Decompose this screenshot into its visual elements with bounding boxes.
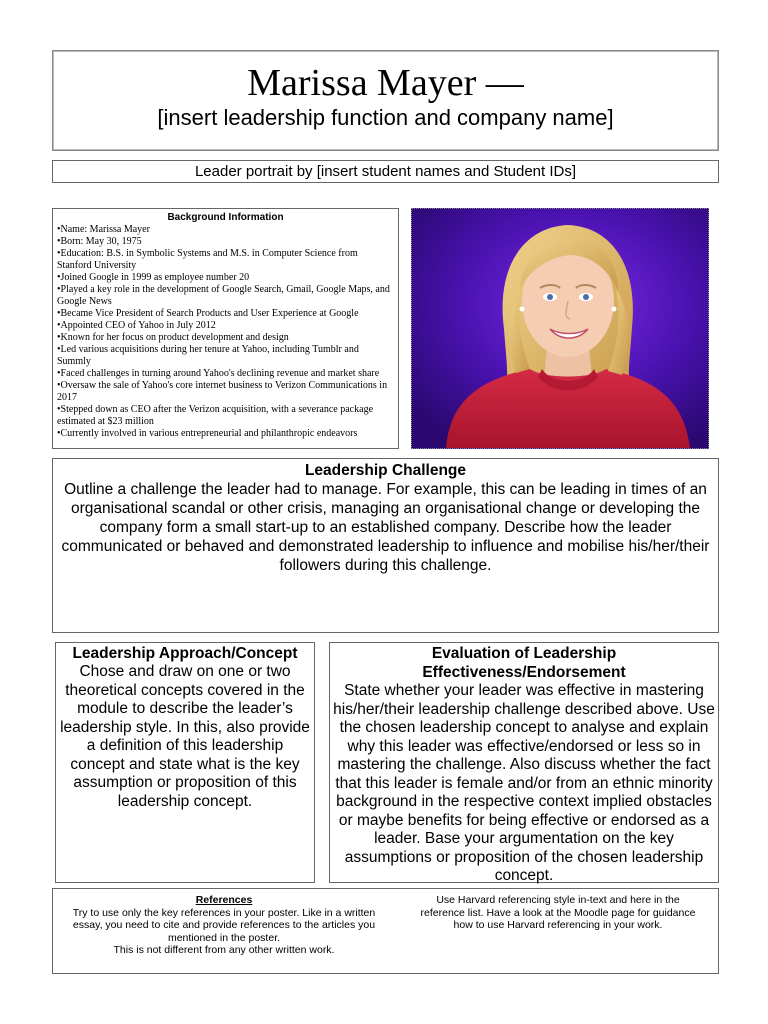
references-left-note: This is not different from any other written work.	[113, 944, 335, 956]
background-info-item: • Led various acquisitions during her tenure at Yahoo, including Tumblr and Summly	[57, 344, 394, 368]
background-info-item: • Appointed CEO of Yahoo in July 2012	[57, 320, 394, 332]
background-info-item: • Became Vice President of Search Products and User Experience at Google	[57, 308, 394, 320]
background-info-item: • Joined Google in 1999 as employee number 20	[57, 272, 394, 284]
leadership-challenge-box	[52, 458, 719, 633]
references-title: References	[195, 894, 253, 906]
leadership-approach-box	[55, 642, 315, 883]
background-info-item: • Currently involved in various entrepreneurial and philanthropic endeavors	[57, 428, 394, 440]
background-info-item: • Education: B.S. in Symbolic Systems and M.S. in Computer Science from Stanford University	[57, 248, 394, 272]
leadership-challenge-title: Leadership Challenge	[304, 462, 467, 479]
page-title: Marissa Mayer —	[247, 62, 524, 104]
background-info-item: • Oversaw the sale of Yahoo's core internet business to Verizon Communications in 2017	[57, 380, 394, 404]
title-box	[52, 50, 719, 151]
portrait-illustration	[412, 209, 708, 448]
references-left-column	[61, 894, 387, 957]
byline-text: Leader portrait by [insert student names and Student IDs]	[194, 163, 577, 180]
page-subtitle: [insert leadership function and company name]	[157, 105, 614, 130]
references-right-column	[413, 894, 703, 932]
background-info-item: • Stepped down as CEO after the Verizon acquisition, with a severance package estimated at $23 million	[57, 404, 394, 428]
references-box	[52, 888, 719, 974]
background-info-title: Background Information	[167, 212, 284, 223]
evaluation-title: Evaluation of Leadership Effectiveness/Endorsement	[422, 645, 626, 681]
background-info-item: • Faced challenges in turning around Yahoo's declining revenue and market share	[57, 368, 394, 380]
background-info-item: • Known for her focus on product development and design	[57, 332, 394, 344]
leadership-approach-title: Leadership Approach/Concept	[72, 645, 298, 662]
evaluation-body: State whether your leader was effective in mastering his/her/their leadership challenge described above. Use the chosen leadership concept to analyse and explain why this leader was effective/endorsed or less so in mastering the challenge. Also discuss whether the fact that this leader is female and/or from an ethnic minority background in the respective context implied obstacles or maybe benefits for being effective or endorsed as a leader. Base your argumentation on the key assumptions or proposition of the chosen leadership concept.	[333, 682, 715, 884]
evaluation-box	[329, 642, 719, 883]
leadership-approach-body: Chose and draw on one or two theoretical concepts covered in the module to describe the leader’s leadership style. In this, also provide a definition of this leadership concept and state what is the key assumption or proposition of this leadership concept.	[60, 663, 310, 810]
background-info-item: • Played a key role in the development of Google Search, Gmail, Google Maps, and Google News	[57, 284, 394, 308]
byline-box	[52, 160, 719, 183]
leadership-challenge-body: Outline a challenge the leader had to manage. For example, this can be leading in times of an organisational scandal or other crisis, managing an organisational change or developing the company form a small start-up to an established company. Describe how the leader communicated or behaved and demonstrated leadership to influence and mobilise his/her/their followers during this challenge.	[61, 481, 710, 574]
leader-portrait-image	[411, 208, 709, 449]
background-info-box	[52, 208, 399, 449]
background-info-item: • Name: Marissa Mayer	[57, 224, 394, 236]
background-info-item: • Born: May 30, 1975	[57, 236, 394, 248]
references-left-body: Try to use only the key references in your poster. Like in a written essay, you need to cite and provide references to the articles you mentioned in the poster.	[72, 906, 376, 944]
references-right-body: Use Harvard referencing style in-text and here in the reference list. Have a look at the Moodle page for guidance how to use Harvard referencing in your work.	[420, 894, 696, 931]
